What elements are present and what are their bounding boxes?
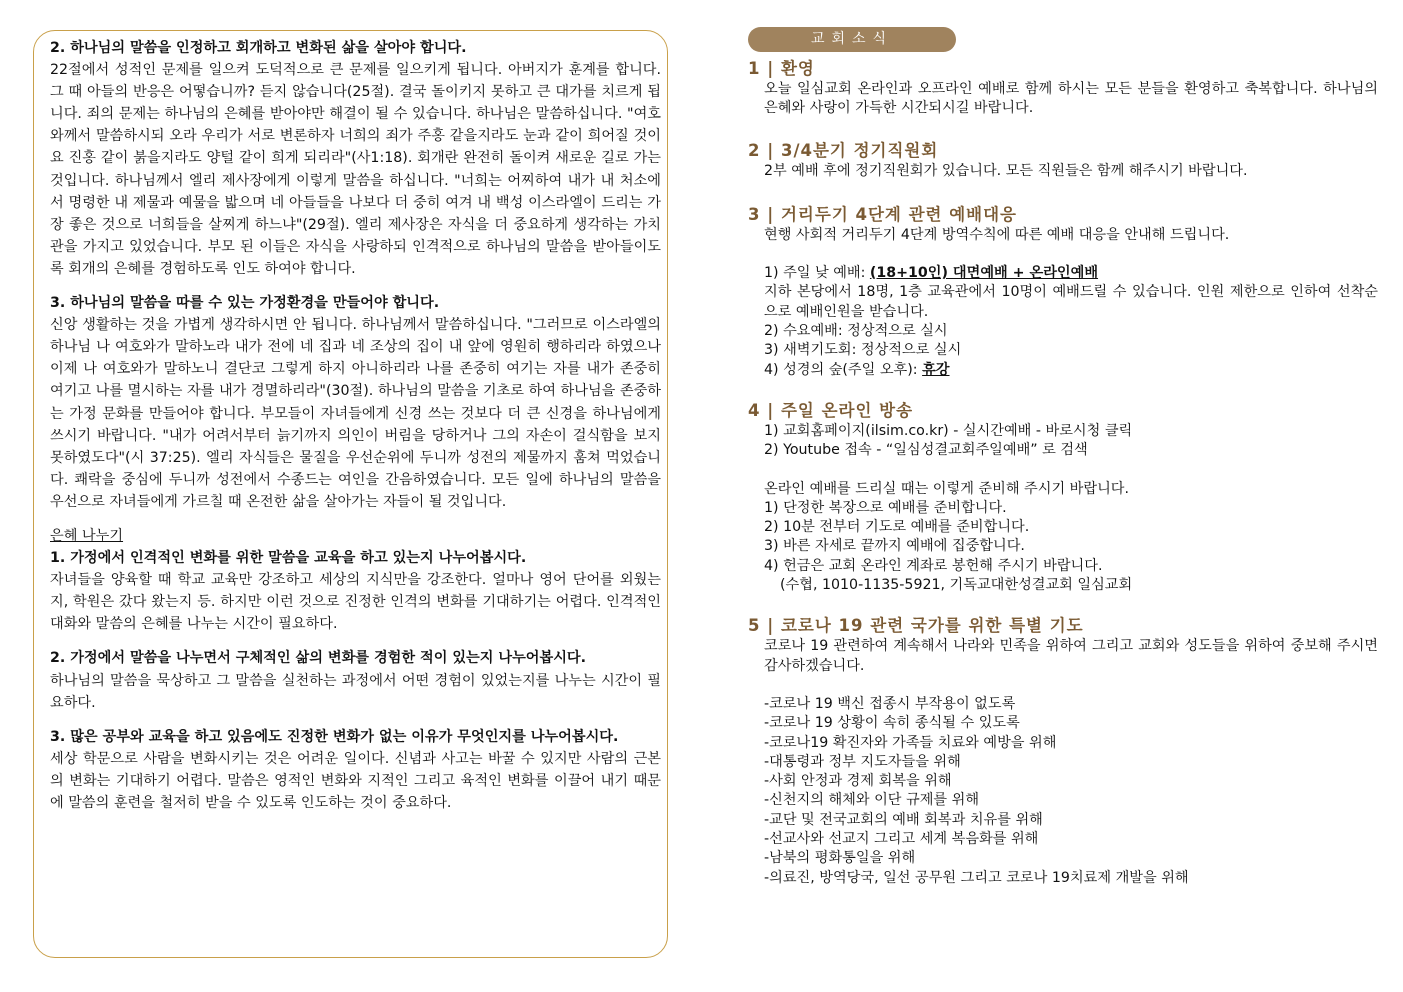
prayer-item: -의료진, 방역당국, 일선 공무원 그리고 코로나 19치료제 개발을 위해 xyxy=(764,869,1189,886)
news-4-title: 4 | 주일 온라인 방송 xyxy=(748,400,914,420)
prayer-item: -코로나19 확진자와 가족들 치료와 예방을 위해 xyxy=(764,734,1057,751)
question-2-body: 하나님의 말씀을 묵상하고 그 말씀을 실천하는 과정에서 어떤 경험이 있었는지를 나누는 시간이 필요하다. xyxy=(50,672,661,711)
prayer-item: -코로나 19 백신 접종시 부작용이 없도록 xyxy=(764,695,1016,712)
news-4-item-1: 1) 교회홈페이지(ilsim.co.kr) - 실시간예배 - 바로시청 클릭 xyxy=(764,422,1133,439)
news-4-item-2: 2) Youtube 접속 - “일심성결교회주일예배” 로 검색 xyxy=(764,442,1088,459)
prayer-item: -대통령과 정부 지도자들을 위해 xyxy=(764,753,961,770)
prayer-item: -남북의 평화통일을 위해 xyxy=(764,850,916,867)
question-2-heading: 2. 가정에서 말씀을 나누면서 구체적인 삶의 변화를 경험한 적이 있는지 나누어봅시다. xyxy=(50,650,587,667)
church-news-badge: 교회소식 xyxy=(748,27,956,52)
news-3-item-1: 1) 주일 낮 예배: (18+10인) 대면예배 + 온라인예배 xyxy=(764,265,1099,282)
section-3-heading: 3. 하나님의 말씀을 따를 수 있는 가정환경을 만들어야 합니다. xyxy=(50,295,440,312)
news-1-body: 오늘 일심교회 온라인과 오프라인 예배로 함께 하시는 모든 분들을 환영하고 축복합니다. 하나님의 은혜와 사랑이 가득한 시간되시길 바랍니다. xyxy=(764,81,1378,117)
news-4-prep-4: 4) 헌금은 교회 온라인 계좌로 봉헌해 주시기 바랍니다. xyxy=(764,557,1103,574)
news-4-account: (수협, 1010-1135-5921, 기독교대한성결교회 일심교회 xyxy=(780,577,1133,594)
question-3-body: 세상 학문으로 사람을 변화시키는 것은 어려운 일이다. 신념과 사고는 바꿀 수 있지만 사람의 근본의 변화는 기대하기 어렵다. 말씀은 영적인 변화와 지적인 그리고 육적인 변화를 이끌어 내기 때문에 말씀의 훈련을 철저히 받을 수 있도록 인도하는 것이 중요하다. xyxy=(50,750,661,811)
sharing-heading: 은혜 나누기 xyxy=(50,527,124,544)
news-3-intro: 현행 사회적 거리두기 4단계 방역수칙에 따른 예배 대응을 안내해 드립니다. xyxy=(764,226,1230,243)
news-3-item-4-emphasis: 휴강 xyxy=(922,361,950,378)
news-4-prep-2: 2) 10분 전부터 기도로 예배를 준비합니다. xyxy=(764,519,1030,536)
sermon-panel xyxy=(33,30,668,958)
prayer-item: -사회 안정과 경제 회복을 위해 xyxy=(764,773,952,790)
section-2-heading: 2. 하나님의 말씀을 인정하고 회개하고 변화된 삶을 살아야 합니다. xyxy=(50,40,467,56)
news-4-prep: 온라인 예배를 드리실 때는 이렇게 준비해 주시기 바랍니다. xyxy=(764,480,1130,497)
news-3-title: 3 | 거리두기 4단계 관련 예배대응 xyxy=(748,204,1017,224)
news-3-item-3: 3) 새벽기도회: 정상적으로 실시 xyxy=(764,342,962,359)
news-3-item-2: 2) 수요예배: 정상적으로 실시 xyxy=(764,323,948,340)
section-2-body: 22절에서 성적인 문제를 일으켜 도덕적으로 큰 문제를 일으키게 됩니다. 아버지가 훈계를 합니다. 그 때 아들의 반응은 어떻습니까? 듣지 않습니다(25절). 결국 돌이키지 못하고 큰 대가를 치르게 됩니다. 죄의 문제는 하나님의 은혜를 받아야만 해결이 될 수 있습니다. 하나님은 말씀하십니다. "여호와께서 말씀하시되 오라 우리가 서로 변론하자 너희의 죄가 주홍 같을지라도 눈과 같이 희어질 것이요 진홍 같이 붉을지라도 양털 같이 희게 되리라"(사1:18). 회개란 완전히 돌이켜 새로운 길로 가는 것입니다. 하나님께서 엘리 제사장에게 이렇게 말씀을 하십니다. "너희는 어찌하여 내가 내 처소에서 명령한 내 제물과 예물을 밟으며 네 아들들을 나보다 더 중히 여겨 내 백성 이스라엘이 드리는 가장 좋은 것으로 너희들을 살찌게 하느냐"(29절). 엘리 제사장은 자식을 더 중요하게 생각하는 가치관을 가지고 있었습니다. 부모 된 이들은 자식을 사랑하되 인격적으로 하나님의 말씀을 받아들이도록 회개의 은혜를 경험하도록 인도 하여야 합니다. xyxy=(50,62,661,277)
news-2-body: 2부 예배 후에 정기직원회가 있습니다. 모든 직원들은 함께 해주시기 바랍니다. xyxy=(764,162,1248,179)
question-1-heading: 1. 가정에서 인격적인 변화를 위한 말씀을 교육을 하고 있는지 나누어봅시다. xyxy=(50,550,527,567)
news-4-prep-1: 1) 단정한 복장으로 예배를 준비합니다. xyxy=(764,499,1007,516)
section-3-body: 신앙 생활하는 것을 가볍게 생각하시면 안 됩니다. 하나님께서 말씀하십니다. "그러므로 이스라엘의 하나님 나 여호와가 말하노라 내가 전에 네 집과 네 조상의 집이 내 앞에 영원히 행하리라 하였으나 이제 나 여호와가 말하노니 결단코 그렇게 하지 아니하리라 나를 존중히 여기는 자를 내가 존중히 여기고 나를 멸시하는 자를 내가 경멸하리라"(30절). 하나님의 말씀을 기초로 하여 하나님을 존중하는 가정 문화를 만들어야 합니다. 부모들이 자녀들에게 신경 쓰는 것보다 더 큰 신경을 하나님에게 쓰시기 바랍니다. "내가 어려서부터 늙기까지 의인이 버림을 당하거나 그의 자손이 걸식함을 보지 못하였도다"(시 37:25). 엘리 자식들은 물질을 우선순위에 두니까 성전의 제물까지 훔쳐 먹었습니다. 쾌락을 중심에 두니까 성전에서 수종드는 여인을 간음하였습니다. 모든 일에 하나님의 말씀을 우선으로 자녀들에게 가르칠 때 온전한 삶을 살아가는 자들이 될 것입니다. xyxy=(50,317,661,510)
news-3-item-1-emphasis: (18+10인) 대면예배 + 온라인예배 xyxy=(869,265,1099,282)
prayer-item: -선교사와 선교지 그리고 세계 복음화를 위해 xyxy=(764,831,1039,848)
news-1-title: 1 | 환영 xyxy=(748,59,815,78)
news-4-prep-3: 3) 바른 자세로 끝까지 예배에 집중합니다. xyxy=(764,538,1025,555)
prayer-item: -신천지의 해체와 이단 규제를 위해 xyxy=(764,792,980,809)
news-5-intro: 코로나 19 관련하여 계속해서 나라와 민족을 위하여 그리고 교회와 성도들을 위하여 중보해 주시면 감사하겠습니다. xyxy=(764,638,1378,674)
news-5-title: 5 | 코로나 19 관련 국가를 위한 특별 기도 xyxy=(748,616,1084,636)
news-3-item-4: 4) 성경의 숲(주일 오후): 휴강 xyxy=(764,361,950,378)
prayer-item: -교단 및 전국교회의 예배 회복과 치유를 위해 xyxy=(764,811,1043,828)
prayer-item: -코로나 19 상황이 속히 종식될 수 있도록 xyxy=(764,715,1020,732)
news-3-item-1-detail: 지하 본당에서 18명, 1층 교육관에서 10명이 예배드릴 수 있습니다. 인원 제한으로 인하여 선착순으로 예배인원을 받습니다. xyxy=(764,284,1378,320)
news-2-title: 2 | 3/4분기 정기직원회 xyxy=(748,140,939,160)
question-3-heading: 3. 많은 공부와 교육을 하고 있음에도 진정한 변화가 없는 이유가 무엇인지를 나누어봅시다. xyxy=(50,728,619,745)
church-news-panel xyxy=(748,27,1378,888)
question-1-body: 자녀들을 양육할 때 학교 교육만 강조하고 세상의 지식만을 강조한다. 얼마나 영어 단어를 외웠는지, 학원은 갔다 왔는지 등. 하지만 이런 것으로 진정한 인격의 변화를 기대하기는 어렵다. 인격적인 대화와 말씀의 은혜를 나누는 시간이 필요하다. xyxy=(50,572,661,633)
